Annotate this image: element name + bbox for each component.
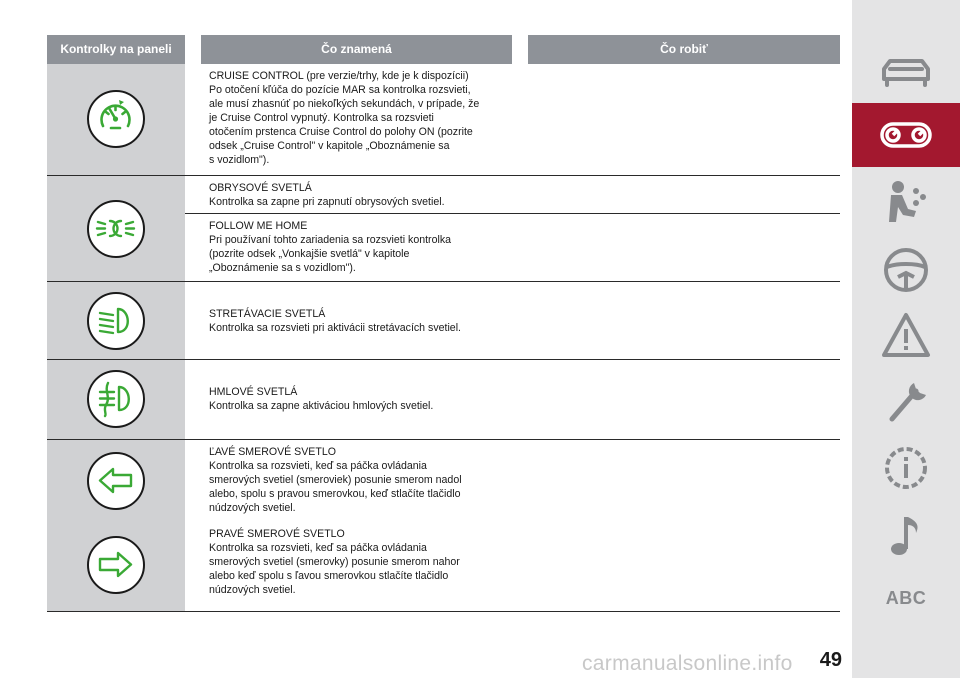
- nav-starting-driving[interactable]: [852, 238, 960, 302]
- description: [209, 445, 519, 515]
- indicator-badge: [87, 90, 145, 148]
- header-indicators: Kontrolky na paneli: [47, 35, 185, 64]
- nav-index-abc[interactable]: ABC: [885, 588, 927, 608]
- page-number: 49: [819, 649, 842, 671]
- row-text: Kontrolka sa zapne pri zapnutí obrysových svetiel.: [209, 196, 445, 208]
- table-row: [47, 176, 840, 282]
- description: [209, 181, 519, 209]
- left-arrow-icon: [89, 454, 142, 507]
- indicator-badge: [87, 292, 145, 350]
- icon-cell: [47, 176, 185, 282]
- row-text: Po otočení kľúča do pozície MAR sa kontrolka rozsvieti, ale musí zhasnúť po niekoľkých sekundách, v prípade, že je Cruise Control vypnutý. Kontrolka sa rozsvieti otočením prstenca Cruise Control do polohy ON (pozrite odsek „Cruise Control" v kapitole „Oboznámenie sa s vozidlom").: [209, 84, 480, 166]
- row-title: CRUISE CONTROL (pre verzie/trhy, kde je k dispozícii): [209, 70, 469, 82]
- warning-triangle-icon: [878, 311, 934, 361]
- description: [209, 69, 519, 167]
- indicator-badge: [87, 370, 145, 428]
- row-text: Kontrolka sa rozsvieti, keď sa páčka ovládania smerových svetiel (smeroviek) posunie smerom nadol alebo, spolu s pravou smerovkou, keď stlačíte tlačidlo núdzových svetiel.: [209, 460, 462, 514]
- icon-cell: [47, 522, 185, 612]
- row-title: STRETÁVACIE SVETLÁ: [209, 308, 326, 320]
- description: [209, 219, 519, 275]
- description: [209, 527, 519, 597]
- table-row: [47, 522, 840, 612]
- row-divider: [47, 611, 840, 612]
- info-gear-icon: [878, 443, 934, 493]
- position-lights-icon: [89, 202, 142, 255]
- nav-emergency[interactable]: [852, 304, 960, 368]
- fog-light-icon: [89, 372, 142, 425]
- indicator-badge: [87, 452, 145, 510]
- table-header: [47, 35, 840, 64]
- dashboard-gauges-icon: [878, 110, 934, 160]
- row-title: ĽAVÉ SMEROVÉ SVETLO: [209, 446, 336, 458]
- nav-multimedia[interactable]: [852, 504, 960, 568]
- car-icon: [878, 45, 934, 95]
- row-text: Kontrolka sa rozsvieti pri aktivácii stretávacích svetiel.: [209, 322, 461, 334]
- steering-wheel-icon: [878, 245, 934, 295]
- row-title: OBRYSOVÉ SVETLÁ: [209, 182, 312, 194]
- table-row: [47, 282, 840, 360]
- table-row: [47, 360, 840, 440]
- description: [209, 385, 519, 413]
- icon-cell: [47, 64, 185, 176]
- icon-cell: [47, 440, 185, 522]
- nav-dashboard[interactable]: [852, 103, 960, 167]
- table-row: [47, 64, 840, 176]
- right-arrow-icon: [89, 538, 142, 591]
- header-meaning: Čo znamená: [201, 35, 512, 64]
- row-text: Pri používaní tohto zariadenia sa rozsvieti kontrolka (pozrite odsek „Vonkajšie svetlá" v kapitole „Oboznámenie sa s vozidlom").: [209, 234, 452, 274]
- description: [209, 307, 519, 335]
- nav-maintenance[interactable]: [852, 370, 960, 434]
- row-subdivider: [185, 213, 840, 214]
- music-note-icon: [878, 511, 934, 561]
- indicator-badge: [87, 200, 145, 258]
- table-row: [47, 440, 840, 522]
- dipped-beam-icon: [89, 294, 142, 347]
- icon-cell: [47, 360, 185, 440]
- row-text: Kontrolka sa zapne aktiváciou hmlových svetiel.: [209, 400, 434, 412]
- watermark: carmanualsonline.info: [582, 652, 793, 675]
- row-text: Kontrolka sa rozsvieti, keď sa páčka ovládania smerových svetiel (smerovky) posunie smerom nahor alebo keď spolu s ľavou smerovkou stlačíte tlačidlo núdzových svetiel.: [209, 542, 460, 596]
- icon-cell: [47, 282, 185, 360]
- cruise-control-icon: [89, 92, 142, 145]
- indicator-badge: [87, 536, 145, 594]
- nav-safety[interactable]: [852, 170, 960, 234]
- nav-technical-data[interactable]: [852, 436, 960, 500]
- wrench-icon: [878, 377, 934, 427]
- chapter-sidebar: [852, 0, 960, 678]
- nav-car[interactable]: [852, 38, 960, 102]
- row-title: FOLLOW ME HOME: [209, 220, 308, 232]
- header-action: Čo robiť: [528, 35, 840, 64]
- row-title: PRAVÉ SMEROVÉ SVETLO: [209, 528, 345, 540]
- row-title: HMLOVÉ SVETLÁ: [209, 386, 298, 398]
- airbag-passenger-icon: [878, 177, 934, 227]
